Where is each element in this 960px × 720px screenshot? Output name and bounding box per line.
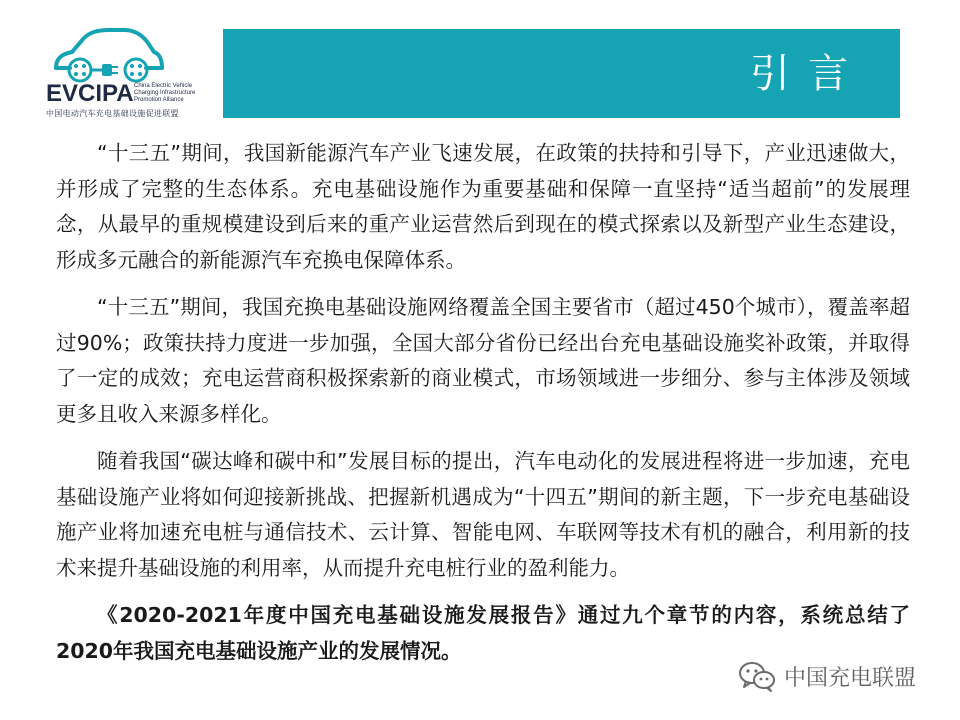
paragraph: “十三五”期间，我国新能源汽车产业飞速发展，在政策的扶持和引导下，产业迅速做大，并形成了完整的生态体系。充电基础设施作为重要基础和保障一直坚持“适当超前”的发展理念，从最早的重规模建设到后来的重产业运营然后到现在的模式探索以及新型产业生态建设，形成多元融合的新能源汽车充换电保障体系。 — [56, 141, 910, 272]
logo-english-name — [134, 83, 208, 104]
page-title: 引言 — [750, 50, 866, 97]
summary-paragraph: 《2020-2021年度中国充电基础设施发展报告》通过九个章节的内容，系统总结了2020年我国充电基础设施产业的发展情况。 — [56, 603, 910, 663]
title-banner — [223, 29, 900, 118]
paragraph: 随着我国“碳达峰和碳中和”发展目标的提出，汽车电动化的发展进程将进一步加速，充电基础设施产业将如何迎接新挑战、把握新机遇成为“十四五”期间的新主题，下一步充电基础设施产业将加速充电桩与通信技术、云计算、智能电网、车联网等技术有机的融合，利用新的技术来提升基础设施的利用率，从而提升充电桩行业的盈利能力。 — [56, 449, 910, 580]
logo-english-line: Charging Infrastructure — [134, 90, 196, 96]
logo-english-line: Promotion Alliance — [134, 97, 184, 103]
wechat-icon — [738, 660, 776, 692]
document-body — [56, 136, 910, 669]
logo-chinese-name: 中国电动汽车充电基础设施促进联盟 — [46, 109, 179, 118]
electric-car-icon — [50, 24, 166, 84]
wechat-watermark — [738, 660, 916, 692]
paragraph: “十三五”期间，我国充换电基础设施网络覆盖全国主要省市（超过450个城市），覆盖率超过90%；政策扶持力度进一步加强，全国大部分省份已经出台充电基础设施奖补政策，并取得了一定的成效；充电运营商积极探索新的商业模式，市场领域进一步细分、参与主体涉及领域更多且收入来源多样化。 — [56, 295, 910, 426]
logo-wordmark: EVCIPA — [46, 80, 134, 107]
evcipa-logo — [44, 24, 204, 124]
watermark-text: 中国充电联盟 — [784, 665, 917, 691]
logo-english-line: China Electric Vehicle — [134, 83, 193, 89]
